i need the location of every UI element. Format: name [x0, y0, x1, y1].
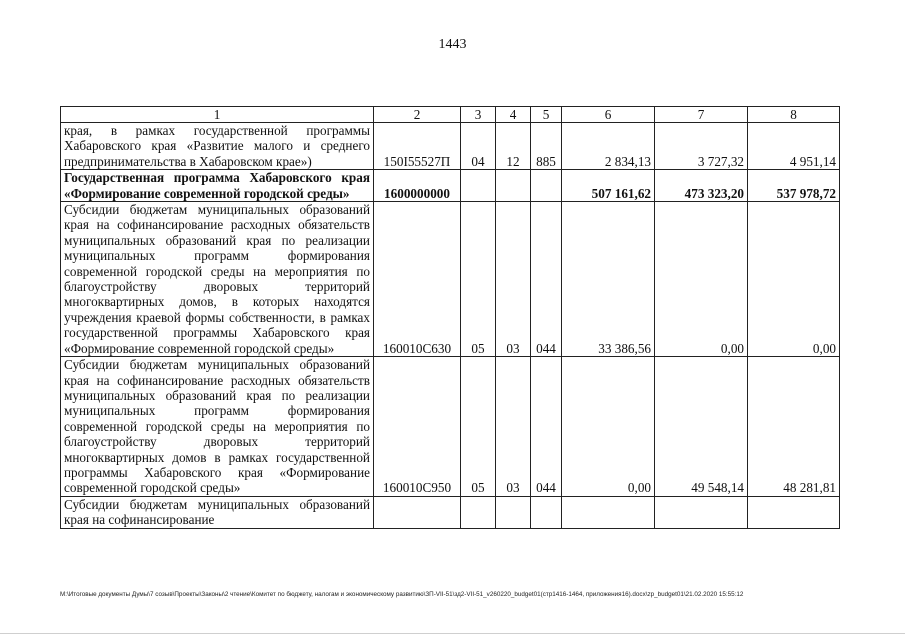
row-description: края, в рамках государственной программы Хабаровского края «Развитие малого и среднего предпринимательства в Хабаровском крае»)	[61, 123, 374, 170]
row-target-code: 1600000000	[374, 170, 461, 202]
row-amount-col6	[562, 496, 655, 528]
row-amount-col6: 2 834,13	[562, 123, 655, 170]
row-expense-type	[531, 170, 562, 202]
column-header: 5	[531, 107, 562, 123]
row-amount-col7	[655, 496, 748, 528]
row-subsection	[496, 496, 531, 528]
page-edge-divider	[0, 633, 905, 634]
column-header: 4	[496, 107, 531, 123]
column-header: 8	[748, 107, 840, 123]
row-expense-type: 044	[531, 357, 562, 497]
row-amount-col7: 49 548,14	[655, 357, 748, 497]
row-amount-col7: 473 323,20	[655, 170, 748, 202]
row-section	[461, 170, 496, 202]
row-subsection: 03	[496, 202, 531, 357]
row-description: Субсидии бюджетам муниципальных образований края на софинансирование расходных обязательств муниципальных образований края по реализации муниципальных программ формирования современной городской среды на мероприятия по благоустройству дворовых территорий многоквартирных домов, в которых находятся учреждения краевой формы собственности, в рамках государственной программы Хабаровского края «Формирование современной городской среды»	[61, 202, 374, 357]
row-expense-type: 044	[531, 202, 562, 357]
row-amount-col7: 0,00	[655, 202, 748, 357]
row-subsection: 03	[496, 357, 531, 497]
budget-table	[60, 106, 840, 529]
row-amount-col8: 0,00	[748, 202, 840, 357]
row-expense-type: 885	[531, 123, 562, 170]
row-subsection	[496, 170, 531, 202]
row-amount-col8: 48 281,81	[748, 357, 840, 497]
column-header: 7	[655, 107, 748, 123]
row-description: Субсидии бюджетам муниципальных образований края на софинансирование расходных обязательств муниципальных образований края по реализации муниципальных программ формирования современной городской среды на мероприятия по благоустройству дворовых территорий многоквартирных домов в рамках государственной программы Хабаровского края «Формирование современной городской среды»	[61, 357, 374, 497]
document-file-path-footer: M:\Итоговые документы Думы\7 созыв\Проекты\Законы\2 чтение\Комитет по бюджету, налогам и экономическому развитию\ЗП-VII-51\зд2-VII-51_v260220_budget01(стр1416-1464, приложения16).docx\zp_budget01\21.02.2020 15:55:12	[60, 591, 744, 598]
row-section: 05	[461, 357, 496, 497]
row-amount-col6: 507 161,62	[562, 170, 655, 202]
table-row	[61, 170, 840, 202]
row-section	[461, 496, 496, 528]
row-amount-col8: 4 951,14	[748, 123, 840, 170]
column-header: 3	[461, 107, 496, 123]
row-amount-col8: 537 978,72	[748, 170, 840, 202]
column-header: 1	[61, 107, 374, 123]
row-section: 04	[461, 123, 496, 170]
table-row	[61, 123, 840, 170]
row-amount-col7: 3 727,32	[655, 123, 748, 170]
table-row	[61, 202, 840, 357]
row-expense-type	[531, 496, 562, 528]
table-row	[61, 357, 840, 497]
row-description: Государственная программа Хабаровского края «Формирование современной городской среды»	[61, 170, 374, 202]
table-row	[61, 496, 840, 528]
row-target-code: 150I55527П	[374, 123, 461, 170]
row-amount-col6: 0,00	[562, 357, 655, 497]
page-number: 1443	[438, 37, 467, 52]
row-subsection: 12	[496, 123, 531, 170]
row-target-code: 160010С630	[374, 202, 461, 357]
row-target-code: 160010С950	[374, 357, 461, 497]
table-header-row	[61, 107, 840, 123]
row-target-code	[374, 496, 461, 528]
row-amount-col6: 33 386,56	[562, 202, 655, 357]
column-header: 6	[562, 107, 655, 123]
row-description: Субсидии бюджетам муниципальных образований края на софинансирование	[61, 496, 374, 528]
column-header: 2	[374, 107, 461, 123]
row-amount-col8	[748, 496, 840, 528]
row-section: 05	[461, 202, 496, 357]
